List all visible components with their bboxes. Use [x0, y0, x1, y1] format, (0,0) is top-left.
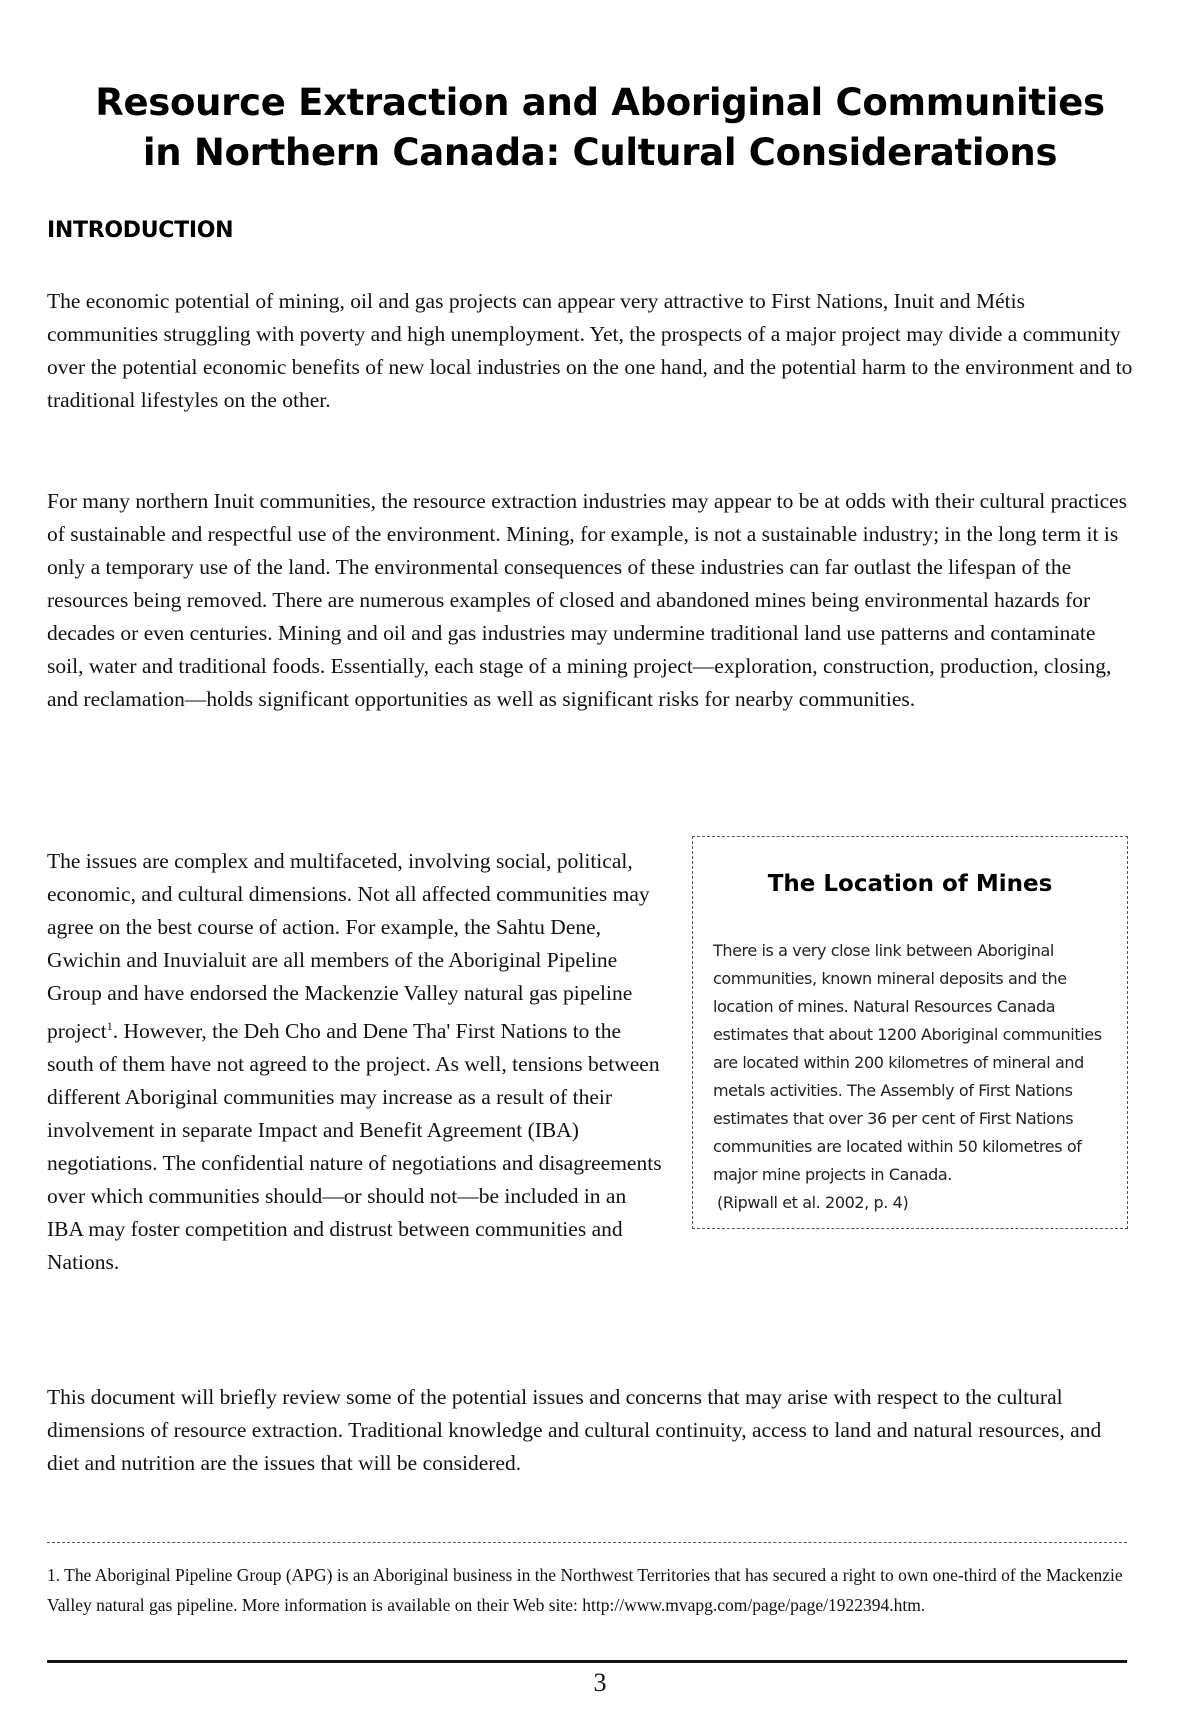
title-line-1: Resource Extraction and Aboriginal Communities: [95, 81, 1105, 124]
paragraph-4: This document will briefly review some of the potential issues and concerns that may arise with respect to the cultural dimensions of resource extraction. Traditional knowledge and cultural continuity, access to land and natural resources, and diet and nutrition are the issues that will be considered.: [47, 1385, 1102, 1475]
page-bottom-rule: [47, 1660, 1127, 1663]
section-heading-introduction: INTRODUCTION: [47, 218, 234, 243]
footnote-reference[interactable]: 1: [106, 1019, 113, 1033]
sidebar-text: [713, 937, 1113, 1217]
sidebar-body: There is a very close link between Aboriginal communities, known mineral deposits and the location of mines. Natural Resources Canada estimates that about 1200 Aboriginal communities are located within 200 kilometres of mineral and metals activities. The Assembly of First Nations estimates that over 36 per cent of First Nations communities are located within 50 kilometres of major mine projects in Canada.: [713, 941, 1102, 1184]
paragraph-1: The economic potential of mining, oil and gas projects can appear very attractive to First Nations, Inuit and Métis communities struggling with poverty and high unemployment. Yet, the prospects of a major project may divide a community over the potential economic benefits of new local industries on the one hand, and the potential harm to the environment and to traditional lifestyles on the other.: [47, 289, 1133, 412]
sidebar-title: The Location of Mines: [767, 871, 1053, 897]
paragraph-3-text-a: The issues are complex and multifaceted, involving social, political, economic, and cultural dimensions. Not all affected communities may agree on the best course of action. For example, the Sahtu Dene, Gwichin and Inuvialuit are all members of the Aboriginal Pipeline Group and have endorsed the Mackenzie Valley natural gas pipeline project: [47, 849, 650, 1044]
footnote: 1. The Aboriginal Pipeline Group (APG) is an Aboriginal business in the Northwest Territories that has secured a right to own one-third of the Mackenzie Valley natural gas pipeline. More information is available on their Web site: http://www.mvapg.com/page/page/1922394.htm.: [47, 1565, 1123, 1615]
sidebar-box: [692, 836, 1128, 1229]
sidebar-citation: (Ripwall et al. 2002, p. 4): [717, 1193, 909, 1212]
paragraph-2: For many northern Inuit communities, the resource extraction industries may appear to be at odds with their cultural practices of sustainable and respectful use of the environment. Mining, for example, is not a sustainable industry; in the long term it is only a temporary use of the land. The environmental consequences of these industries can far outlast the lifespan of the resources being removed. There are numerous examples of closed and abandoned mines being environmental hazards for decades or even centuries. Mining and oil and gas industries may undermine traditional land use patterns and contaminate soil, water and traditional foods. Essentially, each stage of a mining project—exploration, construction, production, closing, and reclamation—holds significant opportunities as well as significant risks for nearby communities.: [47, 489, 1128, 711]
paragraph-3-text-b: . However, the Deh Cho and Dene Tha' First Nations to the south of them have not agreed to the project. As well, tensions between different Aboriginal communities may increase as a result of their involvement in separate Impact and Benefit Agreement (IBA) negotiations. The confidential nature of negotiations and disagreements over which communities should—or should not—be included in an IBA may foster competition and distrust between communities and Nations.: [47, 1019, 662, 1275]
title-line-2: in Northern Canada: Cultural Considerations: [142, 131, 1058, 174]
footnote-divider: [47, 1542, 1127, 1543]
page-title: [40, 78, 1160, 178]
page-number: 3: [593, 1668, 607, 1697]
paragraph-3: [47, 845, 665, 1279]
